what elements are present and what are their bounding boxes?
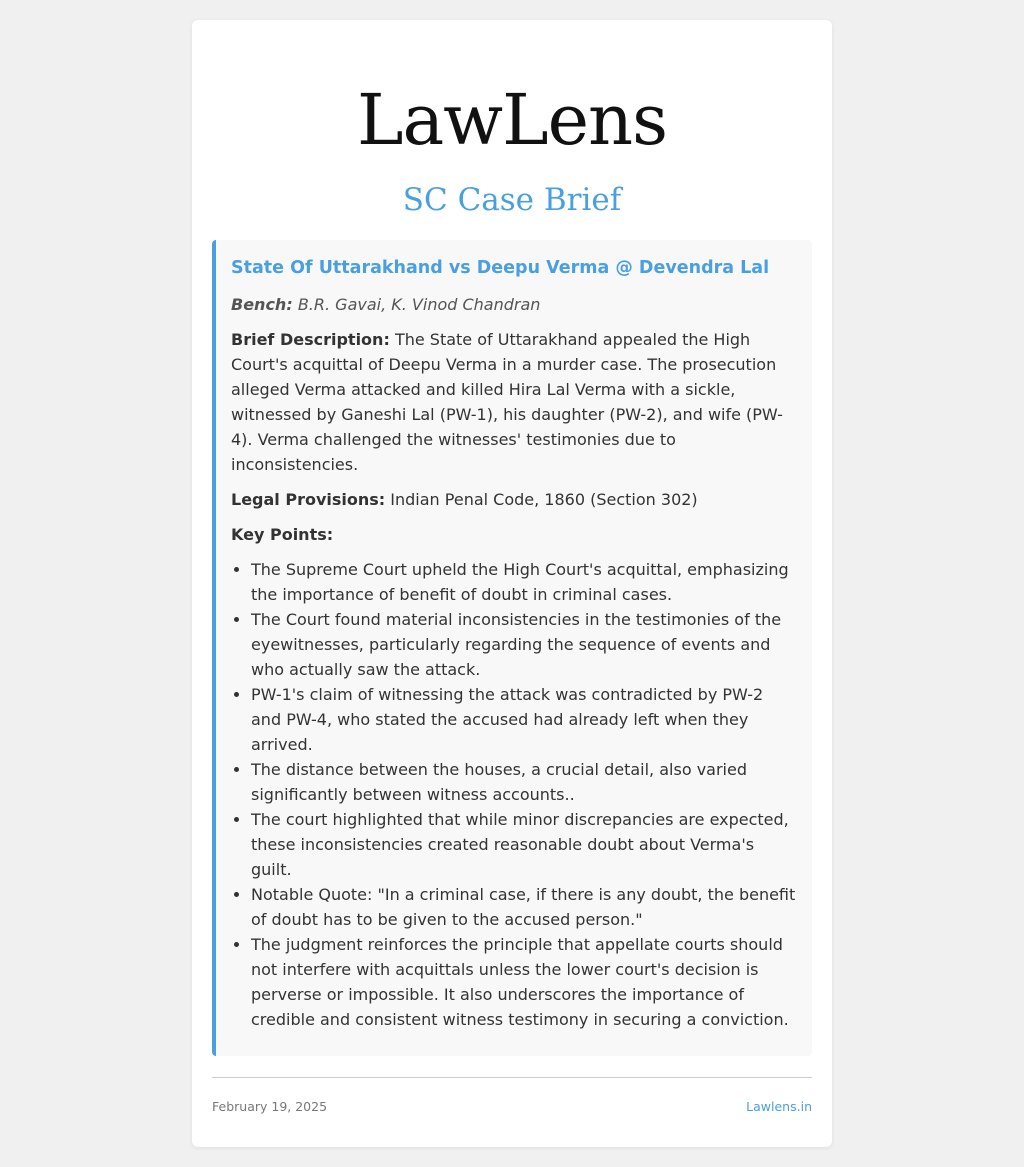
case-title: State Of Uttarakhand vs Deepu Verma @ Devendra Lal	[231, 258, 770, 278]
bench-value: B.R. Gavai, K. Vinod Chandran	[297, 295, 541, 314]
page-subtitle: SC Case Brief	[402, 182, 622, 218]
case-brief-panel	[212, 240, 812, 1056]
key-points-list	[231, 557, 796, 1032]
key-point-item: • The distance between the houses, a crucial detail, also varied significantly between witness accounts..	[251, 757, 796, 807]
brand-logo-text: LawLens	[356, 79, 668, 161]
legal-provisions	[231, 487, 796, 512]
provisions-label: Legal Provisions:	[231, 490, 386, 509]
key-point-item: • The Supreme Court upheld the High Court's acquittal, emphasizing the importance of benefit of doubt in criminal cases.	[251, 557, 796, 607]
key-point-item: • PW-1's claim of witnessing the attack was contradicted by PW-2 and PW-4, who stated the accused had already left when they arrived.	[251, 682, 796, 757]
bench-label: Bench:	[231, 295, 293, 314]
bench-line	[231, 292, 796, 317]
key-point-item: • The court highlighted that while minor discrepancies are expected, these inconsistencies created reasonable doubt about Verma's guilt.	[251, 807, 796, 882]
provisions-text: Indian Penal Code, 1860 (Section 302)	[390, 490, 698, 509]
brief-card	[192, 20, 832, 1147]
description-text: The State of Uttarakhand appealed the High Court's acquittal of Deepu Verma in a murder case. The prosecution alleged Verma attacked and killed Hira Lal Verma with a sickle, witnessed by Ganeshi Lal (PW-1), his daughter (PW-2), and wife (PW-4). Verma challenged the witnesses' testimonies due to inconsistencies.	[231, 330, 783, 474]
key-point-item: • The Court found material inconsistencies in the testimonies of the eyewitnesses, particularly regarding the sequence of events and who actually saw the attack.	[251, 607, 796, 682]
description-label: Brief Description:	[231, 330, 390, 349]
site-link[interactable]: Lawlens.in	[746, 1099, 812, 1114]
publish-date: February 19, 2025	[212, 1099, 328, 1114]
key-points-heading: Key Points:	[231, 525, 334, 544]
footer-divider	[212, 1077, 812, 1078]
brief-description	[231, 327, 796, 477]
key-point-item: • The judgment reinforces the principle that appellate courts should not interfere with acquittals unless the lower court's decision is perverse or impossible. It also underscores the importance of credible and consistent witness testimony in securing a conviction.	[251, 932, 796, 1032]
key-point-item: • Notable Quote: "In a criminal case, if there is any doubt, the benefit of doubt has to be given to the accused person."	[251, 882, 796, 932]
